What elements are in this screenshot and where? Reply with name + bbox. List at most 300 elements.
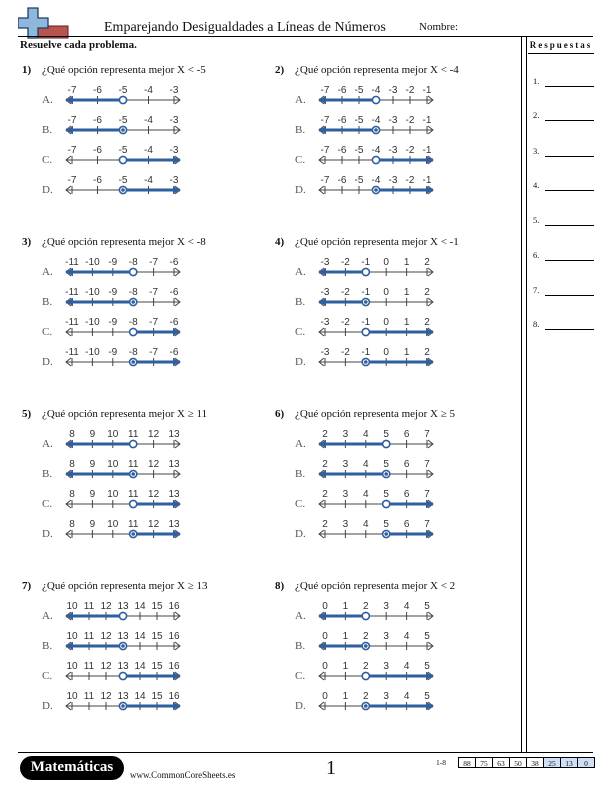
option-letter: B. xyxy=(42,640,53,652)
answer-blank[interactable] xyxy=(545,329,594,330)
axis-arrow-icon xyxy=(175,126,180,134)
tick-label: 10 xyxy=(66,661,78,672)
tick-label: 5 xyxy=(383,429,389,440)
option-letter: C. xyxy=(42,670,53,682)
answer-blank[interactable] xyxy=(545,190,594,191)
tick-label: 5 xyxy=(383,519,389,530)
score-cell: 50 xyxy=(509,757,527,768)
answer-number: 4. xyxy=(533,180,540,190)
tick-label: 6 xyxy=(403,459,410,470)
answer-number: 5. xyxy=(533,215,540,225)
worksheet-title: Emparejando Desigualdades a Líneas de Números xyxy=(104,20,386,35)
tick-label: 15 xyxy=(151,601,163,612)
tick-label: 14 xyxy=(134,661,146,672)
score-cell: 25 xyxy=(543,757,561,768)
answer-blank[interactable] xyxy=(545,120,594,121)
tick-label: -1 xyxy=(361,257,371,268)
ray-arrow-icon xyxy=(173,358,180,366)
axis-arrow-icon xyxy=(66,440,71,448)
tick-label: 9 xyxy=(89,429,96,440)
axis-arrow-icon xyxy=(319,530,324,538)
problem-question: ¿Qué opción representa mejor X < -5 xyxy=(42,64,206,76)
tick-label: -7 xyxy=(67,145,77,156)
axis-arrow-icon xyxy=(428,268,433,276)
problem-question: ¿Qué opción representa mejor X < -8 xyxy=(42,236,206,248)
problem-number: 5) xyxy=(22,408,32,420)
open-point xyxy=(130,500,137,507)
score-range-label: 1-8 xyxy=(436,758,446,767)
tick-label: 6 xyxy=(403,489,410,500)
tick-label: -5 xyxy=(118,115,128,126)
closed-point-fill xyxy=(374,188,378,192)
tick-label: 7 xyxy=(424,489,430,500)
answer-number: 8. xyxy=(533,319,540,329)
tick-label: 1 xyxy=(342,661,349,672)
name-label: Nombre: xyxy=(419,21,459,33)
axis-arrow-icon xyxy=(319,298,324,306)
axis-arrow-icon xyxy=(319,702,324,710)
problem-question: ¿Qué opción representa mejor X ≥ 11 xyxy=(42,408,208,420)
tick-label: -3 xyxy=(320,257,330,268)
axis-arrow-icon xyxy=(428,500,433,508)
tick-label: -6 xyxy=(169,347,179,358)
open-point xyxy=(372,96,379,103)
closed-point xyxy=(383,530,390,537)
option-letter: C. xyxy=(42,498,53,510)
tick-label: 11 xyxy=(128,519,139,530)
ray-arrow-icon xyxy=(173,672,180,680)
ray-arrow-icon xyxy=(66,298,73,306)
tick-label: 13 xyxy=(168,519,180,530)
answer-column-divider xyxy=(526,36,527,752)
tick-label: 5 xyxy=(383,489,389,500)
open-point xyxy=(119,156,126,163)
axis-arrow-icon xyxy=(319,358,324,366)
problem-question: ¿Qué opción representa mejor X < -4 xyxy=(295,64,459,76)
axis-arrow-icon xyxy=(319,96,324,104)
tick-label: -1 xyxy=(361,317,371,328)
option-letter: C. xyxy=(42,326,53,338)
tick-label: 16 xyxy=(168,601,180,612)
ray-arrow-icon xyxy=(66,642,73,650)
tick-label: 11 xyxy=(83,631,95,642)
tick-label: -7 xyxy=(320,85,330,96)
tick-label: -5 xyxy=(354,175,364,186)
tick-label: 2 xyxy=(424,347,430,358)
axis-arrow-icon xyxy=(66,500,71,508)
tick-label: -4 xyxy=(371,115,381,126)
axis-arrow-icon xyxy=(175,328,180,336)
option-letter: A. xyxy=(295,94,306,106)
tick-label: -11 xyxy=(65,347,79,358)
answer-number: 3. xyxy=(533,146,540,156)
answers-title: Respuestas xyxy=(529,40,593,50)
tick-label: 13 xyxy=(117,601,129,612)
tick-label: 0 xyxy=(322,631,328,642)
problem-number: 8) xyxy=(275,580,285,592)
tick-label: 3 xyxy=(383,691,389,702)
axis-arrow-icon xyxy=(66,358,71,366)
closed-point-fill xyxy=(374,128,378,132)
tick-label: -2 xyxy=(340,347,350,358)
option-letter: C. xyxy=(295,154,306,166)
tick-label: -1 xyxy=(422,145,432,156)
score-cell: 0 xyxy=(577,757,595,768)
problem-number: 7) xyxy=(22,580,32,592)
tick-label: -7 xyxy=(149,287,159,298)
ray-arrow-icon xyxy=(319,96,326,104)
axis-arrow-icon xyxy=(66,328,71,336)
axis-arrow-icon xyxy=(428,672,433,680)
tick-label: -7 xyxy=(67,175,77,186)
tick-label: 11 xyxy=(83,661,95,672)
tick-label: -4 xyxy=(371,175,381,186)
option-letter: D. xyxy=(295,184,306,196)
tick-label: -2 xyxy=(405,85,415,96)
tick-label: -5 xyxy=(354,85,364,96)
axis-arrow-icon xyxy=(175,612,180,620)
closed-point-fill xyxy=(384,472,388,476)
tick-label: -10 xyxy=(85,257,100,268)
tick-label: 4 xyxy=(363,459,369,470)
tick-label: 0 xyxy=(383,347,389,358)
axis-arrow-icon xyxy=(66,642,71,650)
tick-label: 11 xyxy=(128,429,139,440)
score-cell: 75 xyxy=(475,757,493,768)
problem-number: 1) xyxy=(22,64,32,76)
tick-label: -8 xyxy=(128,317,138,328)
tick-label: 16 xyxy=(168,691,180,702)
tick-label: 2 xyxy=(363,631,369,642)
option-letter: C. xyxy=(295,670,306,682)
answer-blank[interactable] xyxy=(545,86,594,87)
closed-point xyxy=(372,126,379,133)
tick-label: 4 xyxy=(403,631,410,642)
axis-arrow-icon xyxy=(319,470,324,478)
tick-label: -6 xyxy=(93,145,102,156)
option-letter: B. xyxy=(42,124,53,136)
tick-label: -3 xyxy=(388,145,398,156)
tick-label: -2 xyxy=(405,145,415,156)
tick-label: -8 xyxy=(128,347,138,358)
axis-arrow-icon xyxy=(428,358,433,366)
tick-label: 2 xyxy=(424,317,430,328)
open-point xyxy=(119,672,126,679)
tick-label: -4 xyxy=(144,145,153,156)
tick-label: -3 xyxy=(320,287,330,298)
score-cell: 38 xyxy=(526,757,544,768)
open-point xyxy=(130,328,137,335)
tick-label: -3 xyxy=(388,115,398,126)
tick-label: -4 xyxy=(371,85,381,96)
ray-arrow-icon xyxy=(426,358,433,366)
tick-label: 11 xyxy=(83,691,95,702)
footer-divider xyxy=(18,752,593,753)
tick-label: -3 xyxy=(388,175,398,186)
axis-arrow-icon xyxy=(319,328,324,336)
axis-arrow-icon xyxy=(175,500,180,508)
tick-label: 8 xyxy=(69,519,75,530)
axis-arrow-icon xyxy=(319,186,324,194)
tick-label: -1 xyxy=(361,287,371,298)
axis-arrow-icon xyxy=(319,500,324,508)
tick-label: 16 xyxy=(168,631,180,642)
tick-label: 3 xyxy=(342,429,349,440)
tick-label: -4 xyxy=(144,115,153,126)
tick-label: 11 xyxy=(83,601,95,612)
tick-label: 13 xyxy=(168,429,180,440)
tick-label: 2 xyxy=(424,257,430,268)
tick-label: -10 xyxy=(85,347,100,358)
ray-arrow-icon xyxy=(173,500,180,508)
tick-label: -1 xyxy=(422,85,432,96)
tick-label: 12 xyxy=(148,459,160,470)
tick-label: -10 xyxy=(85,317,100,328)
tick-label: -6 xyxy=(337,175,347,186)
problem-number: 6) xyxy=(275,408,285,420)
answer-number: 1. xyxy=(533,76,540,86)
axis-arrow-icon xyxy=(319,672,324,680)
closed-point-fill xyxy=(131,300,135,304)
tick-label: -3 xyxy=(388,85,398,96)
score-cell: 88 xyxy=(458,757,476,768)
axis-arrow-icon xyxy=(66,156,71,164)
axis-arrow-icon xyxy=(175,156,180,164)
closed-point-fill xyxy=(121,188,125,192)
ray-arrow-icon xyxy=(426,500,433,508)
problem-question: ¿Qué opción representa mejor X < -1 xyxy=(295,236,459,248)
option-letter: B. xyxy=(295,124,306,136)
tick-label: 1 xyxy=(403,347,410,358)
axis-arrow-icon xyxy=(319,126,324,134)
tick-label: -6 xyxy=(337,115,347,126)
tick-label: 12 xyxy=(100,631,112,642)
tick-label: 10 xyxy=(107,519,119,530)
ray-arrow-icon xyxy=(426,672,433,680)
tick-label: 10 xyxy=(107,429,119,440)
tick-label: 4 xyxy=(363,489,369,500)
tick-label: 13 xyxy=(168,489,180,500)
axis-arrow-icon xyxy=(66,186,71,194)
tick-label: -11 xyxy=(65,287,79,298)
closed-point-fill xyxy=(364,644,368,648)
ray-arrow-icon xyxy=(319,612,326,620)
axis-arrow-icon xyxy=(175,530,180,538)
open-point xyxy=(362,672,369,679)
tick-label: 9 xyxy=(89,519,96,530)
tick-label: 15 xyxy=(151,631,163,642)
option-letter: D. xyxy=(42,184,53,196)
option-letter: D. xyxy=(42,700,53,712)
tick-label: -3 xyxy=(169,145,179,156)
axis-arrow-icon xyxy=(428,96,433,104)
website-link[interactable]: www.CommonCoreSheets.es xyxy=(130,770,236,780)
tick-label: -4 xyxy=(144,85,153,96)
answer-blank[interactable] xyxy=(545,260,594,261)
ray-arrow-icon xyxy=(173,156,180,164)
tick-label: -1 xyxy=(422,115,432,126)
tick-label: 4 xyxy=(403,601,410,612)
score-cell: 13 xyxy=(560,757,578,768)
option-letter: B. xyxy=(295,640,306,652)
axis-arrow-icon xyxy=(175,268,180,276)
open-point xyxy=(362,268,369,275)
ray-arrow-icon xyxy=(173,186,180,194)
tick-label: 5 xyxy=(424,661,430,672)
tick-label: 10 xyxy=(107,489,119,500)
closed-point-fill xyxy=(384,532,388,536)
axis-arrow-icon xyxy=(66,612,71,620)
tick-label: 10 xyxy=(107,459,119,470)
tick-label: 16 xyxy=(168,661,180,672)
closed-point-fill xyxy=(364,360,368,364)
tick-label: 13 xyxy=(168,459,180,470)
axis-arrow-icon xyxy=(66,470,71,478)
problem-question: ¿Qué opción representa mejor X ≥ 13 xyxy=(42,580,208,592)
ray-arrow-icon xyxy=(66,440,73,448)
answer-blank[interactable] xyxy=(545,225,594,226)
tick-label: -4 xyxy=(144,175,153,186)
answer-number: 7. xyxy=(533,285,540,295)
tick-label: 6 xyxy=(403,429,410,440)
tick-label: 12 xyxy=(100,661,112,672)
axis-arrow-icon xyxy=(428,126,433,134)
axis-arrow-icon xyxy=(175,298,180,306)
tick-label: 2 xyxy=(322,489,328,500)
tick-label: 3 xyxy=(383,631,389,642)
closed-point-fill xyxy=(121,644,125,648)
tick-label: -2 xyxy=(340,287,350,298)
tick-label: 8 xyxy=(69,459,75,470)
tick-label: 14 xyxy=(134,691,146,702)
tick-label: -7 xyxy=(320,145,330,156)
tick-label: -7 xyxy=(149,347,159,358)
page-number: 1 xyxy=(326,757,336,779)
axis-arrow-icon xyxy=(66,298,71,306)
tick-label: 0 xyxy=(383,257,389,268)
ray-arrow-icon xyxy=(319,268,326,276)
axis-arrow-icon xyxy=(66,702,71,710)
tick-label: -5 xyxy=(354,145,364,156)
tick-label: -7 xyxy=(320,115,330,126)
tick-label: 13 xyxy=(117,631,129,642)
answer-blank[interactable] xyxy=(545,295,594,296)
tick-label: -6 xyxy=(169,257,179,268)
ray-arrow-icon xyxy=(66,612,73,620)
problem-number: 4) xyxy=(275,236,285,248)
option-letter: A. xyxy=(42,266,53,278)
ray-arrow-icon xyxy=(173,328,180,336)
tick-label: -5 xyxy=(354,115,364,126)
ray-arrow-icon xyxy=(66,268,73,276)
tick-label: 0 xyxy=(322,691,328,702)
ray-arrow-icon xyxy=(66,470,73,478)
ray-arrow-icon xyxy=(426,186,433,194)
open-point xyxy=(362,612,369,619)
option-letter: D. xyxy=(295,356,306,368)
axis-arrow-icon xyxy=(319,156,324,164)
closed-point xyxy=(362,358,369,365)
tick-label: 2 xyxy=(363,691,369,702)
option-letter: A. xyxy=(295,266,306,278)
closed-point xyxy=(130,530,137,537)
axis-arrow-icon xyxy=(66,530,71,538)
tick-label: -6 xyxy=(93,85,102,96)
axis-arrow-icon xyxy=(175,440,180,448)
tick-label: -7 xyxy=(149,317,159,328)
ray-arrow-icon xyxy=(173,702,180,710)
tick-label: 1 xyxy=(342,691,349,702)
tick-label: 12 xyxy=(148,519,160,530)
tick-label: -1 xyxy=(422,175,432,186)
axis-arrow-icon xyxy=(428,328,433,336)
closed-point xyxy=(130,470,137,477)
closed-point xyxy=(362,702,369,709)
ray-arrow-icon xyxy=(173,530,180,538)
option-letter: A. xyxy=(295,438,306,450)
tick-label: -5 xyxy=(118,145,128,156)
tick-label: -1 xyxy=(361,347,371,358)
axis-arrow-icon xyxy=(428,702,433,710)
tick-label: -11 xyxy=(65,257,79,268)
tick-label: -9 xyxy=(108,287,118,298)
tick-label: 3 xyxy=(383,661,389,672)
tick-label: 12 xyxy=(148,489,160,500)
tick-label: 2 xyxy=(363,661,369,672)
answers-title-rule xyxy=(528,53,594,54)
axis-arrow-icon xyxy=(66,126,71,134)
tick-label: 9 xyxy=(89,459,96,470)
tick-label: -2 xyxy=(340,317,350,328)
tick-label: -7 xyxy=(67,85,77,96)
tick-label: -6 xyxy=(93,175,102,186)
tick-label: 4 xyxy=(363,519,369,530)
tick-label: 5 xyxy=(383,459,389,470)
ray-arrow-icon xyxy=(66,126,73,134)
tick-label: 5 xyxy=(424,601,430,612)
tick-label: -5 xyxy=(118,85,128,96)
tick-label: 0 xyxy=(322,601,328,612)
tick-label: -9 xyxy=(108,347,118,358)
answer-blank[interactable] xyxy=(545,156,594,157)
ray-arrow-icon xyxy=(66,96,73,104)
axis-arrow-icon xyxy=(175,672,180,680)
axis-arrow-icon xyxy=(66,268,71,276)
tick-label: -9 xyxy=(108,317,118,328)
axis-arrow-icon xyxy=(428,530,433,538)
ray-arrow-icon xyxy=(426,328,433,336)
tick-label: 11 xyxy=(128,459,139,470)
axis-arrow-icon xyxy=(66,672,71,680)
tick-label: 3 xyxy=(383,601,389,612)
option-letter: D. xyxy=(295,528,306,540)
option-letter: C. xyxy=(42,154,53,166)
option-letter: A. xyxy=(42,610,53,622)
axis-arrow-icon xyxy=(428,186,433,194)
ray-arrow-icon xyxy=(426,156,433,164)
tick-label: 12 xyxy=(148,429,160,440)
tick-label: -5 xyxy=(118,175,128,186)
option-letter: D. xyxy=(42,528,53,540)
tick-label: 3 xyxy=(342,489,349,500)
tick-label: -8 xyxy=(128,257,138,268)
closed-point xyxy=(119,186,126,193)
ray-arrow-icon xyxy=(319,642,326,650)
option-letter: C. xyxy=(295,498,306,510)
tick-label: 2 xyxy=(363,601,369,612)
score-cell: 63 xyxy=(492,757,510,768)
open-point xyxy=(383,500,390,507)
